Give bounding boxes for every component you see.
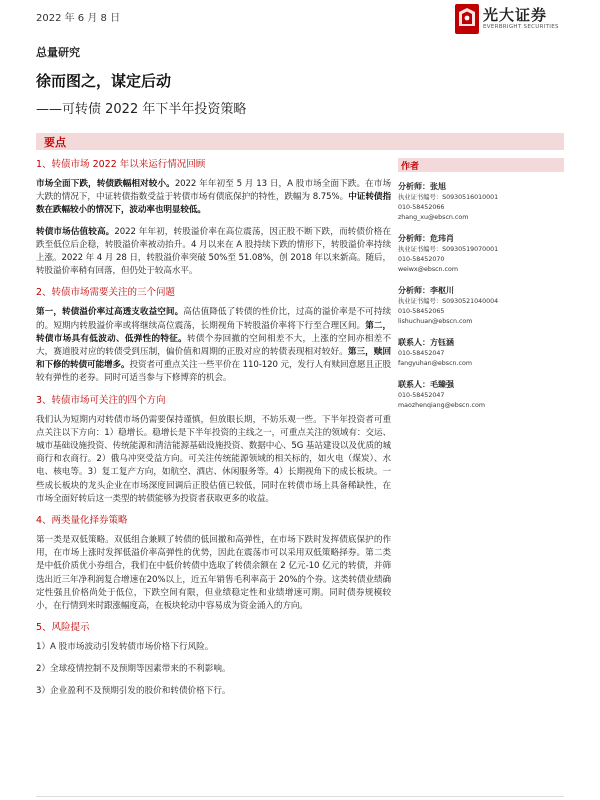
section-heading: 4、两类量化择券策略	[36, 515, 128, 527]
author-email[interactable]: fangyuhan@ebscn.com	[398, 360, 472, 367]
risk-item: 3）企业盈利不及预期引发的股价和转债价格下行。	[36, 686, 231, 697]
risk-heading: 5、风险提示	[36, 622, 90, 634]
author-card	[398, 284, 564, 327]
text-run: 第一类是双低策略。双低组合兼顾了转债的低回撤和高弹性，在市场下跌时发挥债底保护的作用，在市场上涨时发挥低溢价率高弹性的优势，因此在震荡市可以采用双低策略择券。第二类是中低价质优小券组合，我们在中低价转债中选取了转债余额在 2 亿元-10 亿元的转债，并筛选出近三年净利润复合增速在20%以上，近五年销售毛利率高于 20%的个券。这类转债业绩确定性强且价格尚处于低位，下跌空间有限，但业绩稳定性和业绩增速可期。同时债券规模较小，在行情到来时跟涨幅度高，在板块轮动中容易成为资金涌入的方向。	[36, 535, 391, 612]
author-sidebar	[398, 158, 564, 420]
author-name: 分析师：危玮肖	[398, 234, 454, 243]
bold-text-run: 转债市场估值较高。	[36, 226, 115, 237]
main-content	[36, 158, 391, 707]
author-cert: 执业证书编号：S0930521040004	[398, 298, 499, 305]
author-email[interactable]: zhang_xu@ebscn.com	[398, 214, 469, 221]
author-card	[398, 232, 564, 275]
author-card	[398, 336, 564, 369]
section-2	[36, 286, 391, 385]
text-run: 2022 年年初至 5 月 13 日，A 股市场全面下跌。在市场大跌的情况下，中证转债指数受益于转债市场有债底保护的特性，跌幅为 8.75%。	[36, 179, 392, 203]
bold-text-run: 第一，转债溢价率过高透支收益空间。	[36, 307, 184, 318]
summary-bar	[36, 133, 564, 150]
report-subtitle: ——可转债 2022 年下半年投资策略	[36, 102, 247, 117]
bold-text-run: 中证转债指数在跌幅较小的情况下，波动率也明显较低。	[36, 192, 391, 216]
everbright-logo-icon	[455, 4, 479, 34]
bold-text-run: 市场全面下跌，转债跌幅相对较小。	[36, 179, 175, 189]
author-phone: 010-58452047	[398, 350, 445, 357]
logo-name-cn: 光大证券	[483, 6, 548, 24]
author-card	[398, 378, 564, 411]
sections-container	[36, 158, 391, 613]
author-list	[398, 180, 564, 411]
author-name: 分析师：张旭	[398, 182, 446, 191]
text-run: 我们认为短期内对转债市场仍需要保持谨慎，但放眼长期，不妨乐观一些。下半年投资者可重点关注以下方向：1）稳增长。稳增长是下半年投资的主线之一，可重点关注的领域有：交运、城市基础设施投资、传统能源和清洁能源基础设施投资、数据中心、5G 基站建设以及优质的城商行和农商行。2）俄乌冲突受益方向。可关注传统能源领域的相关标的，如火电（煤炭）、水电、核电等。3）复工复产方向，如航空、酒店、休闲服务等。4）长期视角下的成长板块。一些成长板块的龙头企业在市场深度回调后正股估值已较低，同时在转债市场上具备稀缺性，在市场全面好转后这一类型的转债能够为投资者获取更多的收益。	[36, 414, 391, 504]
author-email[interactable]: maozhenqiang@ebscn.com	[398, 402, 485, 409]
author-cert: 执业证书编号：S0930516010001	[398, 194, 499, 201]
section-heading: 2、转债市场需要关注的三个问题	[36, 287, 176, 299]
author-bar	[398, 158, 564, 172]
risk-item: 2）全球疫情控制不及预期等因素带来的不利影响。	[36, 664, 231, 675]
section-heading: 3、转债市场可关注的四个方向	[36, 394, 166, 406]
section-paragraph	[36, 534, 391, 613]
author-email[interactable]: lishuchuan@ebscn.com	[398, 318, 473, 325]
section-paragraph	[36, 414, 391, 506]
section-paragraph	[36, 178, 391, 218]
author-phone: 010-58452065	[398, 308, 445, 315]
bold-text-run: 第三，赎回和下修的转债可能增多。	[36, 347, 391, 371]
section-4	[36, 514, 391, 613]
section-3	[36, 394, 391, 506]
text-run: 高估值降低了转债的性价比，过高的溢价率是不可持续的。短期内转股溢价率或将继续高位震荡，长期视角下转股溢价率将下行至合理区间。	[36, 307, 391, 331]
report-category: 总量研究	[36, 46, 80, 59]
logo-name-en: EVERBRIGHT SECURITIES	[483, 24, 559, 30]
author-name: 联系人：毛臻强	[398, 380, 454, 389]
section-paragraph	[36, 226, 391, 279]
report-title: 徐而图之，谋定后动	[36, 72, 172, 90]
report-date: 2022 年 6 月 8 日	[36, 13, 121, 24]
author-name: 分析师：李枢川	[398, 286, 454, 295]
brand-logo	[455, 4, 559, 34]
author-cert: 执业证书编号：S0930519070001	[398, 246, 499, 253]
footer-divider	[36, 796, 564, 797]
author-bar-label: 作者	[401, 162, 420, 172]
section-heading: 1、转债市场 2022 年以来运行情况回顾	[36, 159, 206, 170]
risk-item: 1）A 股市场波动引发转债市场价格下行风险。	[36, 642, 214, 653]
author-name: 联系人：方钰涵	[398, 338, 454, 347]
risk-section	[36, 621, 391, 698]
summary-bar-label: 要点	[44, 136, 66, 149]
text-run: 转债个券回撤的空间相差不大，上涨的空间亦相差不大，赛道股对应的转债受到压制，偏价值和周期的正股对应的转债表现相对较好。	[36, 333, 391, 358]
text-run: 2022 年年初，转股溢价率在高位震荡，因正股不断下跌，而转债价格在跌至低位后企稳，转股溢价率被动抬升。4 月以来在 A 股持续下跌的情形下，转股溢价率持续上涨。2022 年 4 月 28 日，转股溢价率突破 50%至 51.08%，创 2018 年以来新高。随后，转股溢价率稍有回落，但仍处于较高水平。	[36, 226, 391, 277]
section-paragraph	[36, 306, 391, 385]
author-card	[398, 180, 564, 223]
author-phone: 010-58452047	[398, 392, 445, 399]
bold-text-run: 第二，转债市场具有低波动、低弹性的特征。	[36, 320, 392, 344]
text-run: 投资者可重点关注一些平价在 110-120 元，发行人有赎回意愿且正股较有弹性的老券。同时可适当参与下修博弈的机会。	[36, 360, 392, 384]
author-phone: 010-58452066	[398, 204, 445, 211]
author-phone: 010-58452070	[398, 256, 445, 263]
author-email[interactable]: weiwx@ebscn.com	[398, 266, 459, 273]
section-1	[36, 158, 391, 278]
